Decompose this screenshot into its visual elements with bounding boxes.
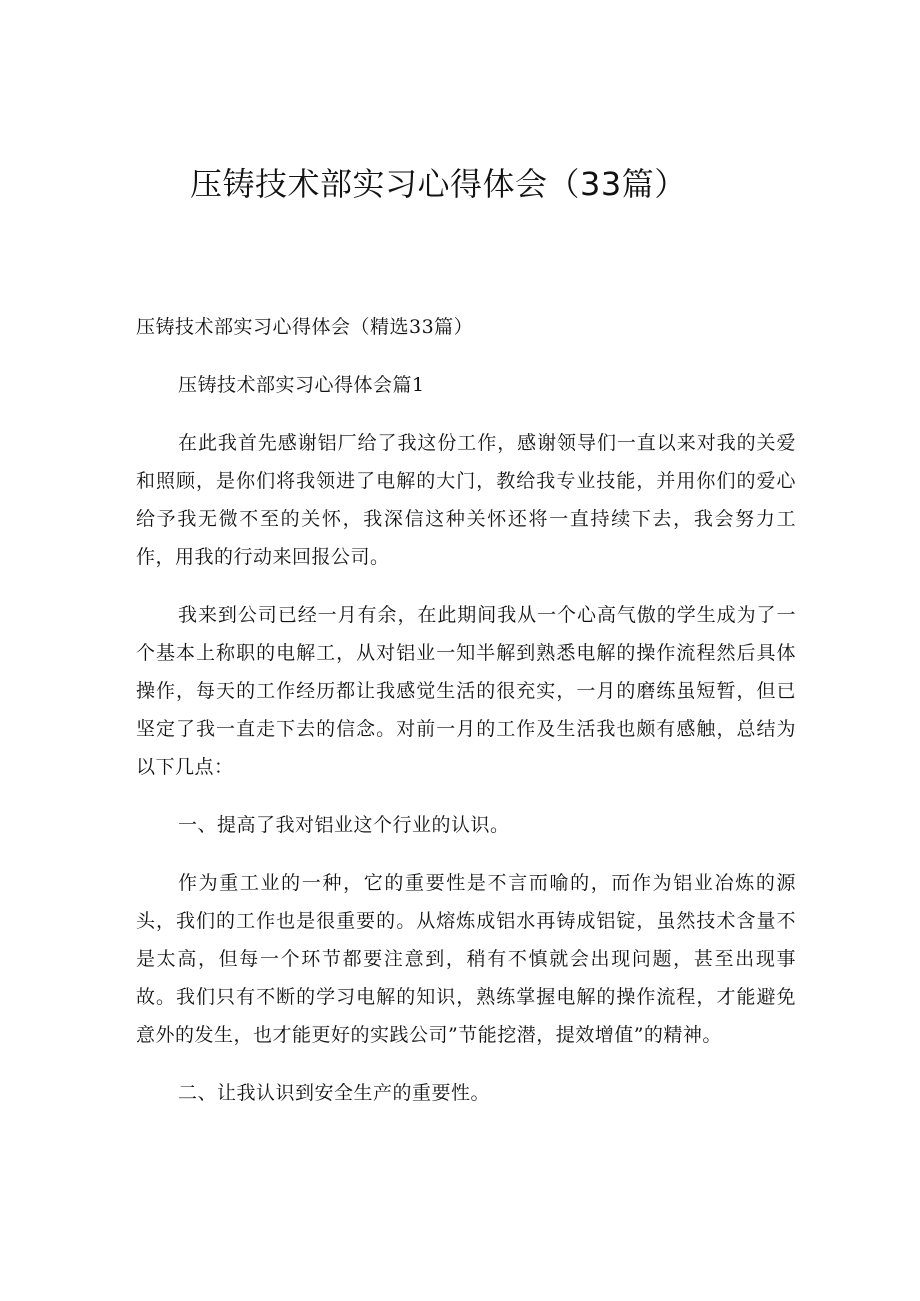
paragraph: 我来到公司已经一月有余，在此期间我从一个心高气傲的学生成为了一个基本上称职的电解工，从对铝业一知半解到熟悉电解的操作流程然后具体操作，每天的工作经历都让我感觉生活的很充实，一月的磨练虽短暂，但已坚定了我一直走下去的信念。对前一月的工作及生活我也颇有感触，总结为以下几点： [136,604,796,778]
paragraph: 在此我首先感谢铝厂给了我这份工作，感谢领导们一直以来对我的关爱和照顾，是你们将我领进了电解的大门，教给我专业技能，并用你们的爱心给予我无微不至的关怀，我深信这种关怀还将一直持续下去，我会努力工作，用我的行动来回报公司。 [136,432,796,568]
paragraph-point-heading: 一、提高了我对铝业这个行业的认识。 [178,814,510,836]
document-title: 压铸技术部实习心得体会（33篇） [190,165,687,203]
document-subtitle: 压铸技术部实习心得体会（精选33篇） [136,316,474,338]
paragraph-point-heading: 二、让我认识到安全生产的重要性。 [178,1082,491,1104]
section-heading: 压铸技术部实习心得体会篇1 [178,374,425,396]
document-body [136,308,796,1132]
paragraph: 作为重工业的一种，它的重要性是不言而喻的，而作为铝业冶炼的源头，我们的工作也是很重要的。从熔炼成铝水再铸成铝锭，虽然技术含量不是太高，但每一个环节都要注意到，稍有不慎就会出现问题，甚至出现事故。我们只有不断的学习电解的知识，熟练掌握电解的操作流程，才能避免意外的发生，也才能更好的实践公司”节能挖潜，提效增值”的精神。 [136,872,796,1046]
